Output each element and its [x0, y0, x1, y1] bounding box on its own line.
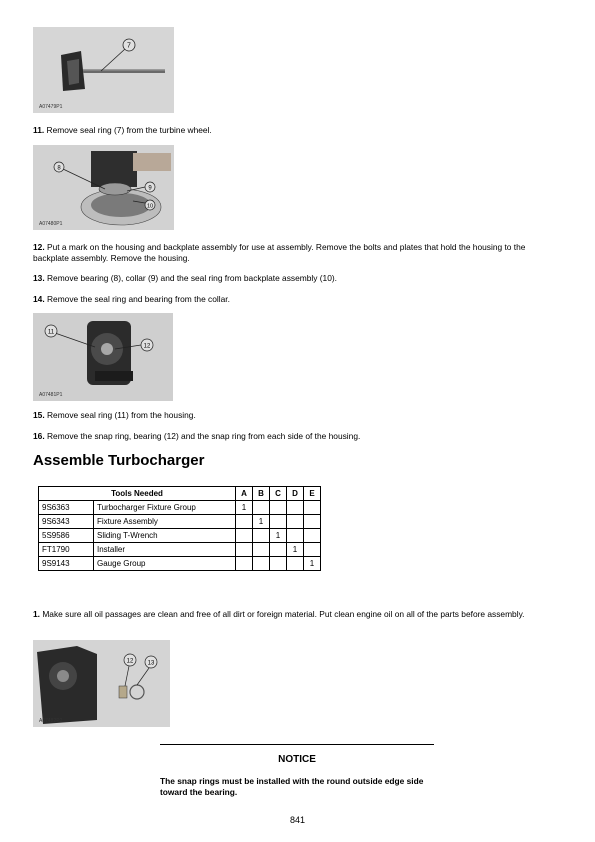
mark-c: 1	[270, 529, 287, 543]
column-b: B	[253, 487, 270, 501]
tool-name: Sliding T-Wrench	[94, 529, 236, 543]
figure-turbine-wheel	[33, 27, 174, 113]
step-text: Make sure all oil passages are clean and free of all dirt or foreign material. Put clean engine oil on all of the parts before assembly.	[40, 609, 525, 619]
step-text: Remove the seal ring and bearing from the collar.	[44, 294, 230, 304]
callout-12: 12	[126, 658, 134, 665]
step-text: Remove bearing (8), collar (9) and the seal ring from backplate assembly (10).	[44, 273, 337, 283]
tool-name: Turbocharger Fixture Group	[94, 501, 236, 515]
step-number: 12.	[33, 242, 45, 252]
notice-divider	[160, 744, 434, 745]
step-text: Remove the snap ring, bearing (12) and the snap ring from each side of the housing.	[44, 431, 361, 441]
mark-d	[287, 529, 304, 543]
mark-d	[287, 557, 304, 571]
step-text: Remove seal ring (7) from the turbine wheel.	[44, 125, 212, 135]
mark-c	[270, 515, 287, 529]
step-number: 11.	[33, 125, 45, 135]
callout-10: 10	[146, 203, 154, 210]
step-11	[33, 125, 561, 136]
part-number: 9S6343	[39, 515, 94, 529]
step-text: Put a mark on the housing and backplate assembly for use at assembly. Remove the bolts and plates that hold the housing to the backplate assembly. Remove the housing.	[33, 242, 526, 263]
callout-9: 9	[148, 185, 152, 192]
turbine-wheel-illustration	[33, 27, 174, 113]
callout-11: 11	[47, 329, 55, 336]
step-text: Remove seal ring (11) from the housing.	[44, 410, 196, 420]
figure-code: A07481P1	[39, 392, 63, 398]
step-12	[33, 242, 561, 264]
mark-e	[304, 501, 321, 515]
mark-b	[253, 529, 270, 543]
page-number: 841	[289, 815, 306, 825]
step-14	[33, 294, 561, 305]
mark-c	[270, 501, 287, 515]
mark-d: 1	[287, 543, 304, 557]
step-number: 13.	[33, 273, 45, 283]
step-13	[33, 273, 561, 284]
housing-illustration	[33, 313, 173, 401]
figure-code: A07480P1	[39, 221, 63, 227]
mark-c	[270, 557, 287, 571]
mark-b	[253, 557, 270, 571]
mark-a: 1	[236, 501, 253, 515]
column-e: E	[304, 487, 321, 501]
mark-b	[253, 543, 270, 557]
figure-bearing-snap-ring	[33, 640, 170, 727]
part-number: 9S6363	[39, 501, 94, 515]
column-d: D	[287, 487, 304, 501]
mark-d	[287, 501, 304, 515]
table-row	[39, 515, 321, 529]
callout-13: 13	[147, 660, 155, 667]
table-row	[39, 543, 321, 557]
mark-a	[236, 515, 253, 529]
figure-housing	[33, 313, 173, 401]
table-row	[39, 529, 321, 543]
table-header-row	[39, 487, 321, 501]
step-number: 15.	[33, 410, 45, 420]
figure-code: A07482P2	[39, 718, 63, 724]
part-number: 9S9143	[39, 557, 94, 571]
notice-title: NOTICE	[278, 754, 316, 765]
mark-e	[304, 515, 321, 529]
bearing-illustration	[33, 640, 170, 727]
step-number: 14.	[33, 294, 45, 304]
step-1	[33, 609, 561, 620]
column-c: C	[270, 487, 287, 501]
mark-a	[236, 557, 253, 571]
tool-name: Gauge Group	[94, 557, 236, 571]
mark-b: 1	[253, 515, 270, 529]
section-heading: Assemble Turbocharger	[33, 452, 205, 469]
figure-backplate-assembly	[33, 145, 174, 230]
column-a: A	[236, 487, 253, 501]
tool-name: Installer	[94, 543, 236, 557]
notice-text: The snap rings must be installed with the round outside edge side toward the bearing.	[160, 776, 424, 797]
backplate-illustration	[33, 145, 174, 230]
mark-e	[304, 529, 321, 543]
tools-needed-header: Tools Needed	[39, 487, 236, 501]
table-row	[39, 557, 321, 571]
callout-7: 7	[127, 42, 131, 50]
mark-e	[304, 543, 321, 557]
step-16	[33, 431, 561, 442]
mark-a	[236, 529, 253, 543]
step-15	[33, 410, 561, 421]
mark-e: 1	[304, 557, 321, 571]
mark-b	[253, 501, 270, 515]
table-row	[39, 501, 321, 515]
mark-c	[270, 543, 287, 557]
tools-needed-table	[38, 486, 321, 571]
mark-a	[236, 543, 253, 557]
callout-8: 8	[57, 165, 61, 172]
mark-d	[287, 515, 304, 529]
step-number: 1.	[33, 609, 40, 619]
tool-name: Fixture Assembly	[94, 515, 236, 529]
step-number: 16.	[33, 431, 45, 441]
figure-code: A07479P1	[39, 104, 63, 110]
callout-12: 12	[143, 343, 151, 350]
part-number: 5S9586	[39, 529, 94, 543]
part-number: FT1790	[39, 543, 94, 557]
